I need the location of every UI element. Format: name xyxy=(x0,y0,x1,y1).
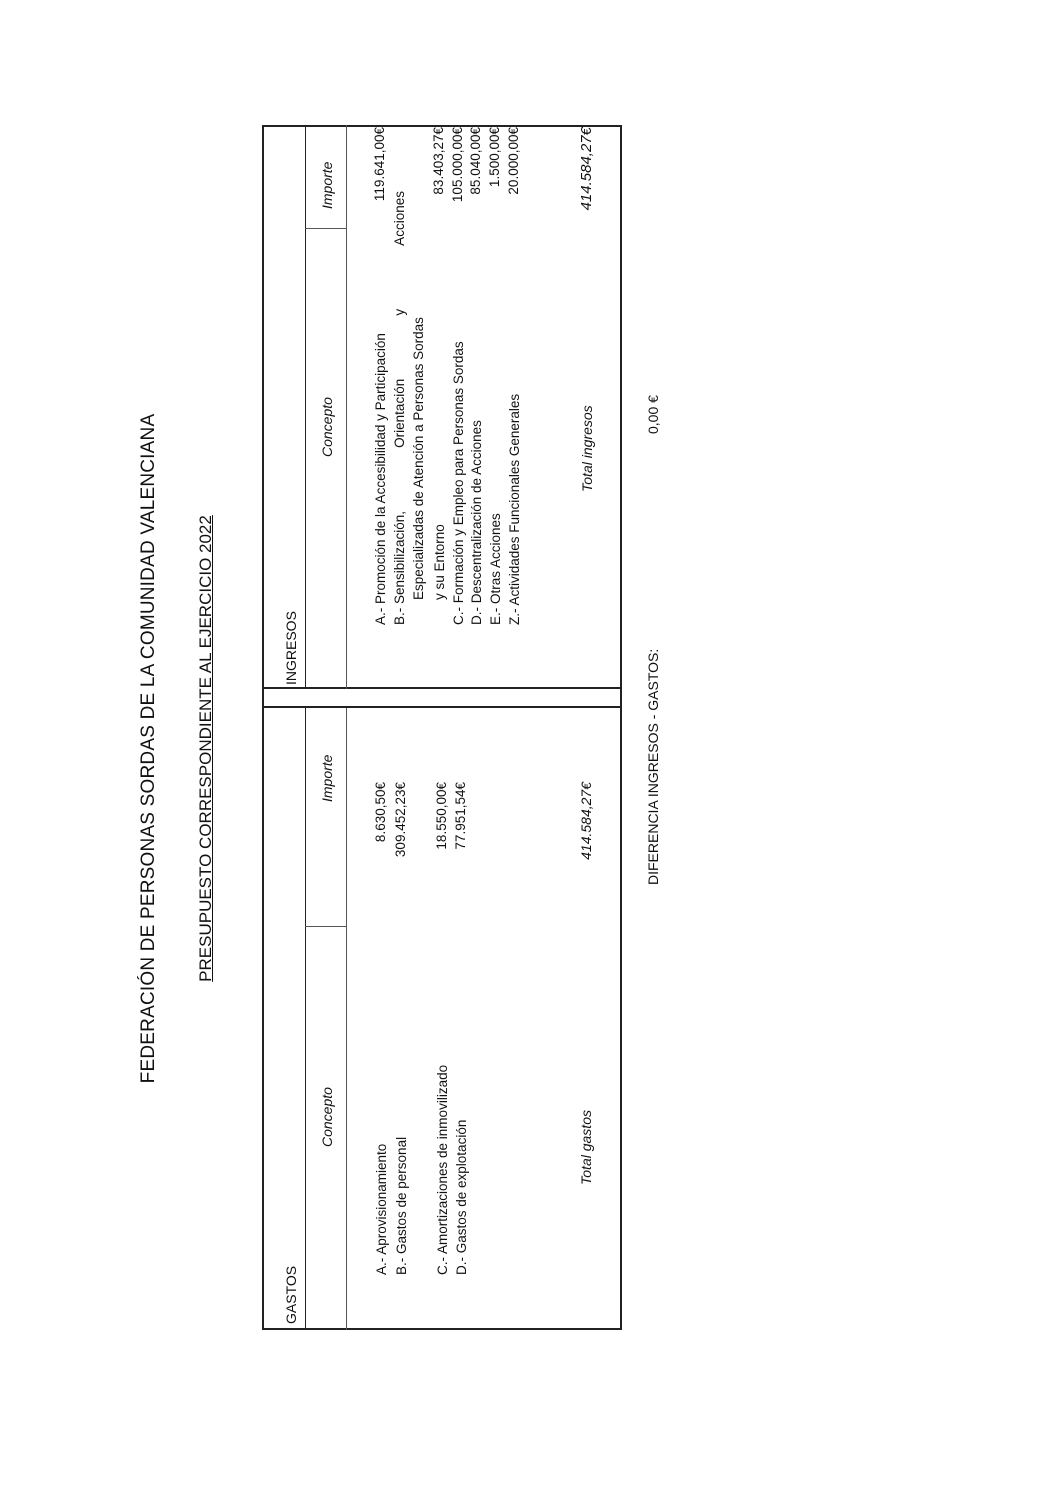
ingresos-header-line xyxy=(305,125,306,689)
justified-word: Acciones xyxy=(392,191,407,246)
ingresos-row-b-line3: y su Entorno xyxy=(432,524,447,600)
ingresos-total-label: Total ingresos xyxy=(579,405,595,492)
gastos-row-amount: 309.452,23€ xyxy=(393,782,408,858)
ingresos-row-amount: 85.040,00€ xyxy=(468,127,483,195)
ingresos-amount-header: Importe xyxy=(319,161,335,209)
justified-word: y xyxy=(392,308,407,316)
gastos-colhdr-line xyxy=(346,708,347,1330)
gastos-section-label: GASTOS xyxy=(283,1265,299,1324)
ingresos-row-b-line1 xyxy=(391,191,408,625)
ingresos-row-amount: 1.500,00€ xyxy=(487,127,502,188)
gastos-row-concept: D.- Gastos de explotación xyxy=(454,1119,469,1275)
gastos-header-line xyxy=(305,708,306,1330)
ingresos-row-b-line2: Especializadas de Atención a Personas Sordas xyxy=(411,317,426,600)
ingresos-row-amount: 119.641,00€ xyxy=(372,127,387,202)
gastos-col-separator xyxy=(305,926,346,927)
ingresos-row-amount: 105.000,00€ xyxy=(450,127,465,203)
ingresos-row-amount: 20.000,00€ xyxy=(506,127,521,195)
gastos-row-concept: B.- Gastos de personal xyxy=(394,1136,409,1275)
table-divider xyxy=(262,687,622,689)
gastos-total-amount: 414.584,27€ xyxy=(578,782,594,860)
ingresos-row-concept: Z.- Actividades Funcionales Generales xyxy=(507,393,522,625)
gastos-row-concept: A.- Aprovisionamiento xyxy=(374,1143,389,1275)
ingresos-row-concept: A.- Promoción de la Accesibilidad y Participación xyxy=(373,333,388,625)
table-divider xyxy=(262,706,622,708)
gastos-row-amount: 8.630,50€ xyxy=(373,782,388,843)
justified-word: Orientación xyxy=(392,378,407,448)
difference-value: 0,00 € xyxy=(645,395,661,434)
ingresos-row-concept: C.- Formación y Empleo para Personas Sordas xyxy=(451,341,466,625)
page-subtitle: PRESUPUESTO CORRESPONDIENTE AL EJERCICIO 2022 xyxy=(196,515,215,982)
gastos-concept-header: Concepto xyxy=(319,1087,335,1147)
justified-word: B.- Sensibilización, xyxy=(392,510,407,625)
ingresos-section-label: INGRESOS xyxy=(283,611,299,685)
difference-label: DIFERENCIA INGRESOS - GASTOS: xyxy=(645,648,661,885)
page-title: FEDERACIÓN DE PERSONAS SORDAS DE LA COMUNIDAD VALENCIANA xyxy=(138,413,159,1084)
gastos-row-amount: 18.550,00€ xyxy=(434,782,449,850)
ingresos-total-amount: 414.584,27€ xyxy=(578,127,595,211)
gastos-total-label: Total gastos xyxy=(578,1110,594,1185)
ingresos-concept-header: Concepto xyxy=(319,397,335,457)
ingresos-row-concept: D.- Descentralización de Acciones xyxy=(469,420,484,625)
ingresos-row-amount: 83.403,27€ xyxy=(431,127,446,195)
ingresos-col-separator xyxy=(305,228,346,229)
gastos-row-amount: 77.951,54€ xyxy=(453,782,468,850)
gastos-amount-header: Importe xyxy=(319,754,335,802)
ingresos-colhdr-line xyxy=(346,125,347,689)
ingresos-row-concept: E.- Otras Acciones xyxy=(488,513,503,625)
gastos-row-concept: C.- Amortizaciones de inmovilizado xyxy=(435,1064,450,1275)
